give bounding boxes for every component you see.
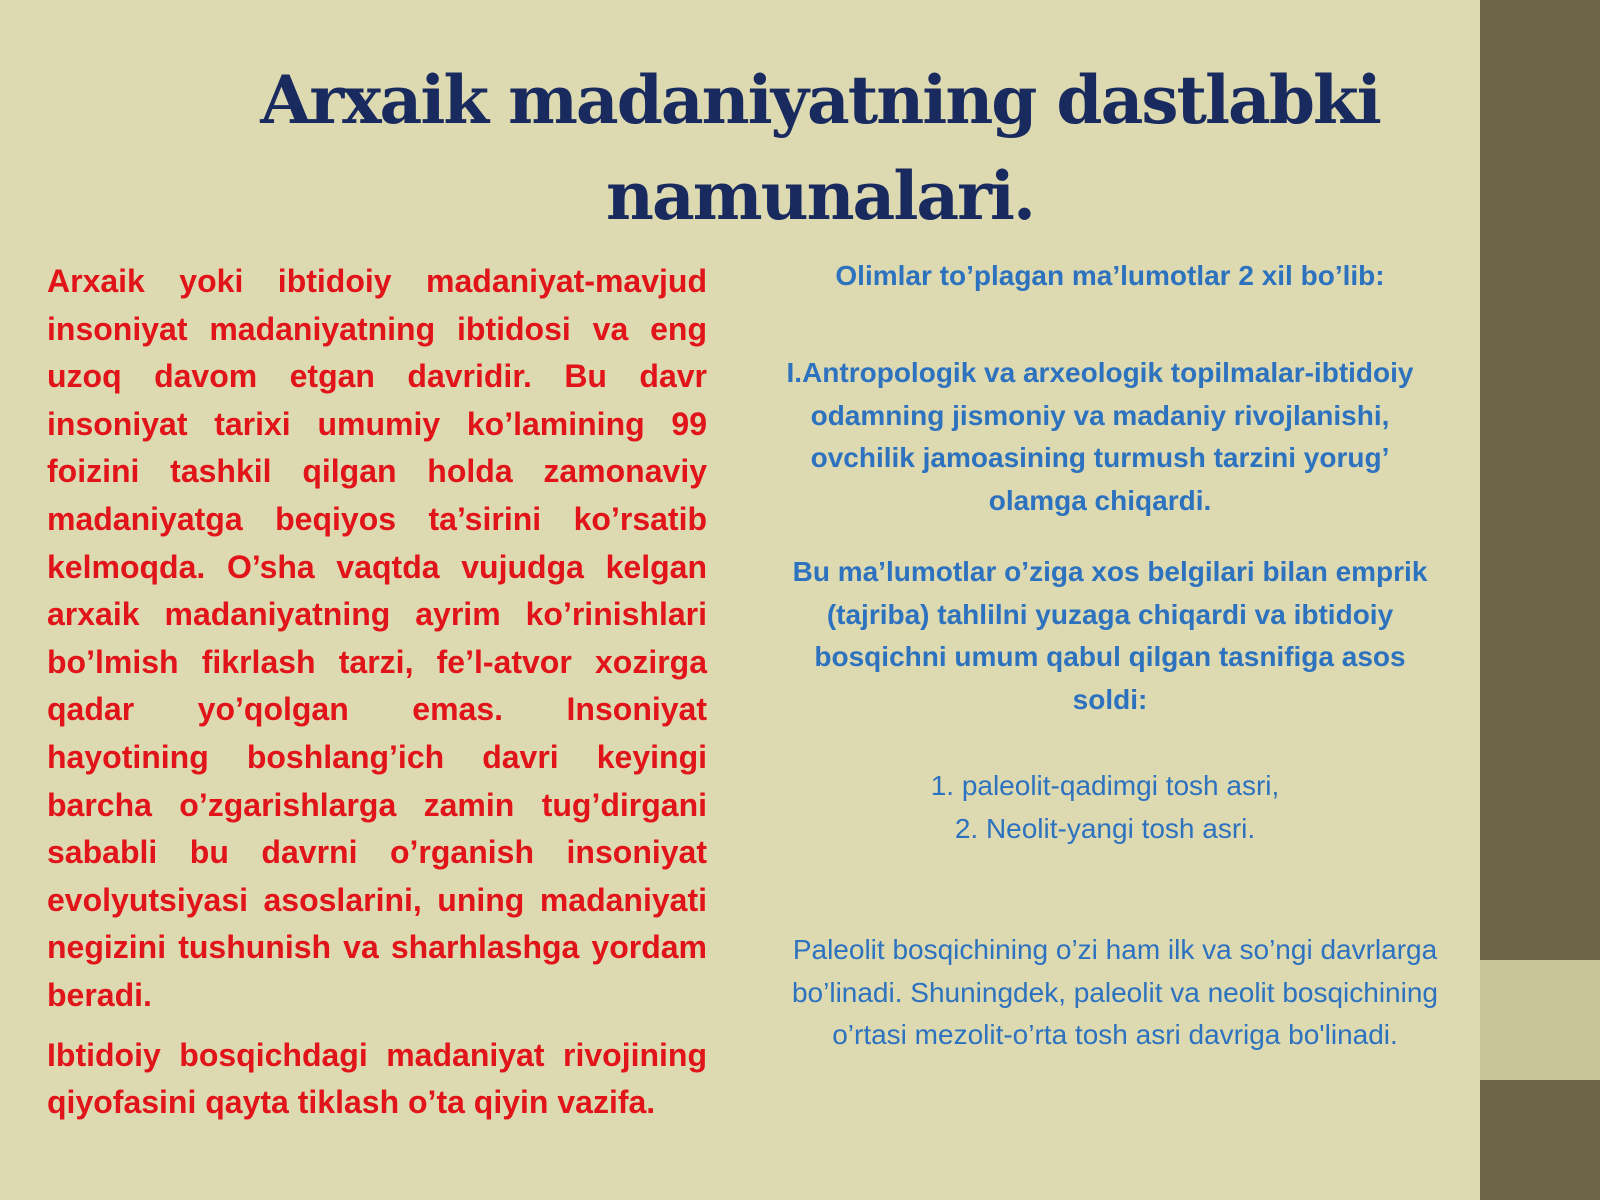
title-line-2: namunalari. [606,157,1034,235]
left-text-column [47,258,707,1127]
side-bar-accent [1480,960,1600,1080]
title-line-1: Arxaik madaniyatning dastlabki [260,61,1380,139]
left-paragraph-1: Arxaik yoki ibtidoiy madaniyat-mavjud insoniyat madaniyatning ibtidosi va eng uzoq davom etgan davridir. Bu davr insoniyat tarixi umumiy ko’lamining 99 foizini tashkil qilgan holda zamonaviy madaniyatga beqiyos ta’sirini ko’rsatib kelmoqda. O’sha vaqtda vujudga kelgan arxaik madaniyatning ayrim ko’rinishlari bo’lmish fikrlash tarzi, fe’l-atvor xozirga qadar yo’qolgan emas. Insoniyat hayotining boshlang’ich davri keyingi barcha o’zgarishlarga zamin tug’dirgani sababli bu davrni o’rganish insoniyat evolyutsiyasi asoslarini, uning madaniyati negizini tushunish va sharhlashga yordam beradi. [47,263,707,1013]
era-list [775,764,1435,850]
side-vertical-text [1520,550,1560,695]
right-paragraph: Paleolit bosqichining o’zi ham ilk va so’ngi davrlarga bo’linadi. Shuningdek, paleolit va neolit bosqichining o’rtasi mezolit-o’rta tosh asri davriga bo'linadi. [791,934,1438,1050]
slide-title [240,52,1400,244]
right-block-1: I.Antropologik va arxeologik topilmalar-ibtidoiy odamning jismoniy va madaniy rivojlanishi, ovchilik jamoasining turmush tarzini yorug’ olamga chiqardi. [786,357,1414,516]
left-paragraph-2: Ibtidoiy bosqichdagi madaniyat rivojining qiyofasini qayta tiklash o’ta qiyin vazifa. [47,1036,707,1121]
right-heading: Olimlar to’plagan ma’lumotlar 2 xil bo’lib: [835,260,1385,291]
right-block-2: Bu ma’lumotlar o’ziga xos belgilari bilan emprik (tajriba) tahlilni yuzaga chiqardi va ibtidoiy bosqichni umum qabul qilgan tasnifiga asos soldi: [792,556,1428,715]
era-list-item: 1. paleolit-qadimgi tosh asri, [930,770,1280,801]
era-list-item: 2. Neolit-yangi tosh asri. [954,813,1256,844]
